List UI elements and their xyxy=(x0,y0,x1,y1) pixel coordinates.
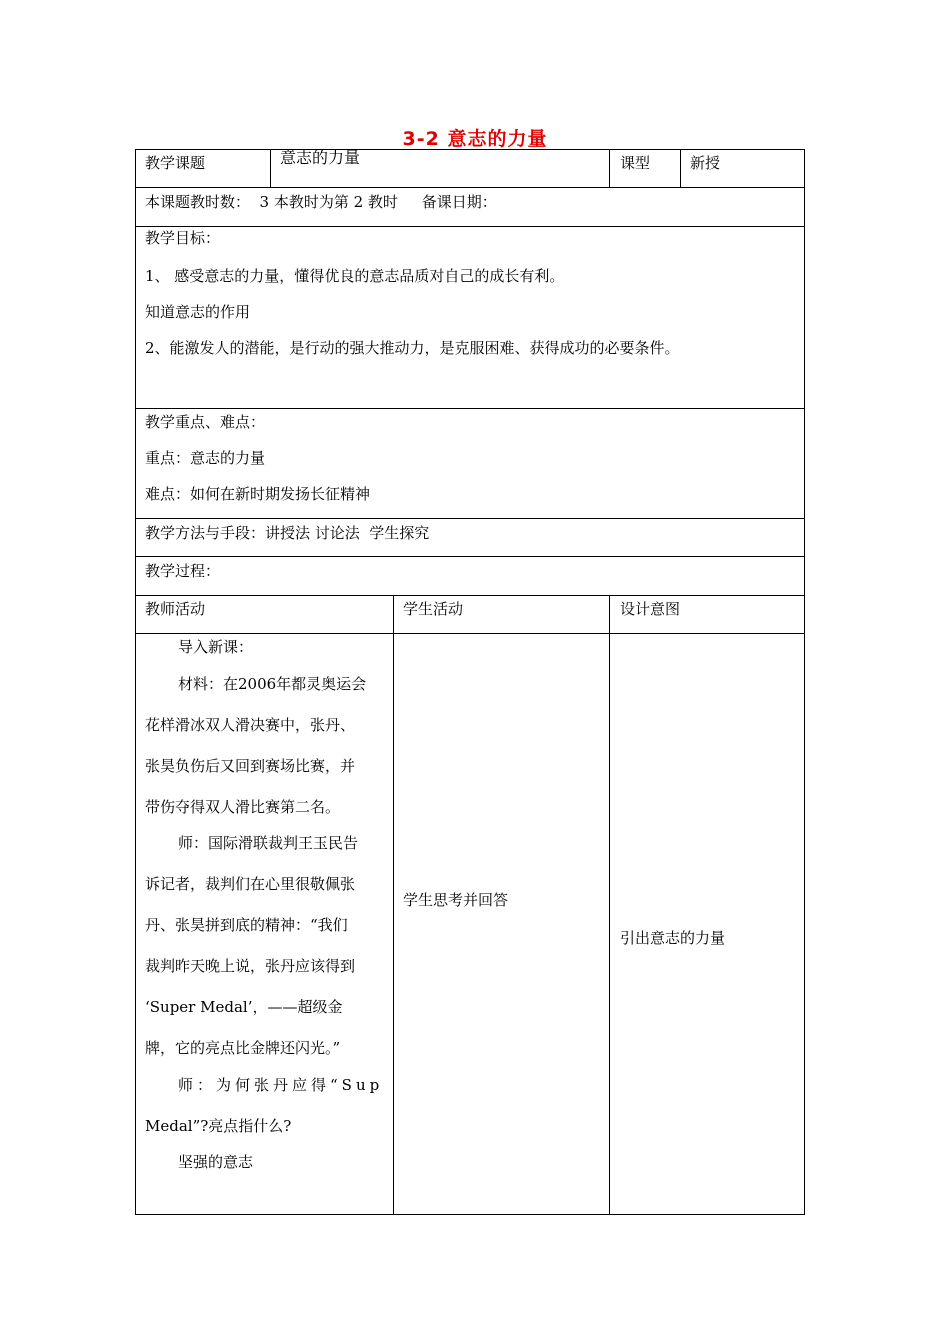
column-divider xyxy=(393,595,394,1215)
topic-value: 意志的力量 xyxy=(280,148,361,167)
key-point-focus: 重点：意志的力量 xyxy=(145,449,266,467)
objective-item: 2、能激发人的潜能，是行动的强大推动力，是克服困难、获得成功的必要条件。 xyxy=(145,339,680,357)
teacher-line: 师：为何张丹应得“Sup xyxy=(178,1076,384,1094)
column-header-student: 学生活动 xyxy=(403,600,464,618)
teacher-line: 材料：在2006年都灵奥运会 xyxy=(178,675,367,693)
column-divider xyxy=(270,149,271,187)
row-divider xyxy=(135,408,805,409)
objective-item: 1、 感受意志的力量，懂得优良的意志品质对自己的成长有利。 xyxy=(145,267,565,285)
teacher-line: 裁判昨天晚上说，张丹应该得到 xyxy=(145,957,356,975)
type-value: 新授 xyxy=(690,154,721,172)
teacher-line: 花样滑冰双人滑决赛中，张丹、 xyxy=(145,716,356,734)
teacher-line: 带伤夺得双人滑比赛第二名。 xyxy=(145,798,341,816)
hours-row: 本课题教时数： 3 本教时为第 2 教时 备课日期： xyxy=(145,193,497,211)
row-divider xyxy=(135,226,805,227)
column-header-design: 设计意图 xyxy=(620,600,681,618)
type-label: 课型 xyxy=(620,154,651,172)
column-divider xyxy=(609,595,610,1215)
document-title: 3-2 意志的力量 xyxy=(402,128,548,150)
teacher-line: ‘Super Medal’，——超级金 xyxy=(145,998,343,1016)
topic-label: 教学课题 xyxy=(145,154,206,172)
row-divider xyxy=(135,187,805,188)
design-intent: 引出意志的力量 xyxy=(620,929,726,947)
teacher-line: 师：国际滑联裁判王玉民告 xyxy=(178,834,359,852)
teacher-line: 诉记者，裁判们在心里很敬佩张 xyxy=(145,875,356,893)
student-activity: 学生思考并回答 xyxy=(403,891,509,909)
key-points-heading: 教学重点、难点： xyxy=(145,413,266,431)
methods-row: 教学方法与手段：讲授法 讨论法 学生探究 xyxy=(145,524,430,542)
key-point-difficulty: 难点：如何在新时期发扬长征精神 xyxy=(145,485,371,503)
column-divider xyxy=(680,149,681,187)
row-divider xyxy=(135,633,805,634)
row-divider xyxy=(135,518,805,519)
objectives-heading: 教学目标： xyxy=(145,229,221,247)
column-header-teacher: 教师活动 xyxy=(145,600,206,618)
row-divider xyxy=(135,595,805,596)
teacher-line: 坚强的意志 xyxy=(178,1153,254,1171)
row-divider xyxy=(135,556,805,557)
teacher-line: 张昊负伤后又回到赛场比赛，并 xyxy=(145,757,356,775)
teacher-line: 丹、张昊拼到底的精神：“我们 xyxy=(145,916,348,934)
teacher-line: 导入新课： xyxy=(178,638,254,656)
objective-item: 知道意志的作用 xyxy=(145,303,251,321)
column-divider xyxy=(609,149,610,187)
process-heading: 教学过程： xyxy=(145,562,221,580)
teacher-line: Medal”?亮点指什么? xyxy=(145,1117,292,1135)
teacher-line: 牌，它的亮点比金牌还闪光。” xyxy=(145,1039,341,1057)
